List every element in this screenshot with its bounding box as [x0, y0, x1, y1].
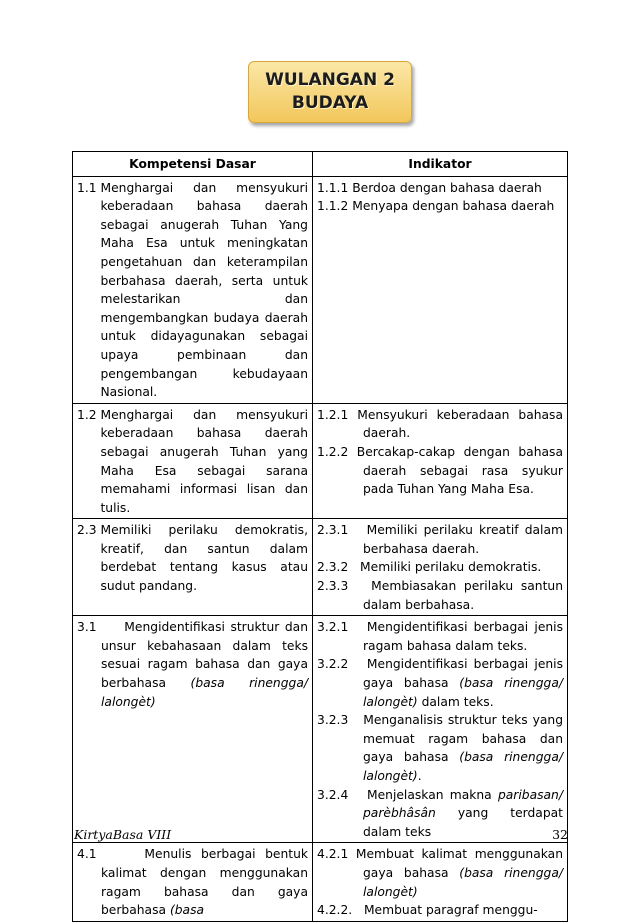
indicator-item: 1.2.1 Mensyukuri keberadaan bahasa daerah. [317, 407, 563, 441]
kd-cell [73, 176, 313, 403]
table-row [73, 616, 568, 843]
kd-number: 1.1 [77, 180, 97, 195]
indicator-item: 2.3.2 Memiliki perilaku demokratis. [317, 560, 542, 575]
kd-number: 4.1 [77, 847, 97, 862]
kd-text: Menghargai dan mensyukuri keberadaan bahasa daerah sebagai anugerah Tuhan Yang Maha Esa untuk meningkatan pengetahuan dan keterampilan berbahasa daerah, serta untuk melestarikan dan mengembangkan budaya daerah untuk didayagunakan sebagai upaya pembinaan dan pengembangan kebudayaan Nasional. [100, 180, 308, 400]
indicator-item: 3.2.4 Menjelaskan makna paribasan/ parèbhâsân yang terdapat dalam teks [317, 787, 563, 839]
indicator-cell [313, 176, 568, 403]
table-header-row [73, 152, 568, 177]
indicator-item: 2.3.1 Memiliki perilaku kreatif dalam berbahasa daerah. [317, 523, 563, 556]
kd-number: 2.3 [77, 523, 97, 538]
kd-cell [73, 403, 313, 519]
table-row [73, 403, 568, 519]
chapter-title-box [248, 61, 412, 123]
header-kompetensi: Kompetensi Dasar [73, 152, 313, 177]
indicator-item: 3.2.3 Menganalisis struktur teks yang memuat ragam bahasa dan gaya bahasa (basa rinengga/ lalongèt). [317, 713, 564, 783]
table-row [73, 843, 568, 921]
indicator-cell [313, 616, 568, 843]
table-row [73, 519, 568, 616]
chapter-subtitle: BUDAYA [291, 93, 369, 113]
indicator-cell [313, 519, 568, 616]
indicator-item: 4.2.2. Membuat paragraf menggu- [317, 903, 538, 918]
indicator-cell [313, 843, 568, 921]
kd-cell [73, 616, 313, 843]
indicator-item: 2.3.3 Membiasakan perilaku santun dalam berbahasa. [317, 579, 563, 612]
kd-text: Memiliki perilaku demokratis, kreatif, dan santun dalam berdebat tentang kasus atau sudut pandang. [100, 523, 308, 594]
kd-cell [73, 843, 313, 921]
kd-cell [73, 519, 313, 616]
header-indikator: Indikator [313, 152, 568, 177]
table-row [73, 176, 568, 403]
kd-text: 4.1 Menulis berbagai bentuk kalimat dengan menggunakan ragam bahasa dan gaya berbahasa (basa [77, 847, 308, 918]
indicator-item: 3.2.2 Mengidentifikasi berbagai jenis gaya bahasa (basa rinengga/ lalongèt) dalam teks. [317, 657, 564, 709]
kd-number: 3.1 [77, 620, 97, 635]
footer-page-number: 32 [552, 827, 568, 842]
kd-number: 1.2 [77, 407, 97, 422]
footer-book-title: KirtyaBasa VIII [74, 827, 172, 842]
indicator-cell [313, 403, 568, 519]
kd-text: Menghargai dan mensyukuri keberadaan bahasa daerah sebagai anugerah Tuhan yang Maha Esa sebagai sarana memahami informasi lisan dan tulis. [100, 407, 308, 515]
indicator-item: 1.1.1 Berdoa dengan bahasa daerah [317, 180, 542, 195]
indicator-item: 3.2.1 Mengidentifikasi berbagai jenis ragam bahasa dalam teks. [317, 620, 564, 653]
indicator-item: 1.1.2 Menyapa dengan bahasa daerah [317, 199, 555, 214]
kd-text: 3.1 Mengidentifikasi struktur dan unsur kebahasaan dalam teks sesuai ragam bahasa dan gaya berbahasa (basa rinengga/ lalongèt) [77, 620, 309, 709]
competency-table [72, 151, 568, 922]
indicator-item: 4.2.1 Membuat kalimat menggunakan gaya bahasa (basa rinengga/ lalongèt) [317, 847, 564, 899]
chapter-title: WULANGAN 2 [265, 70, 395, 90]
indicator-item: 1.2.2 Bercakap-cakap dengan bahasa daerah sebagai rasa syukur pada Tuhan Yang Maha Esa. [317, 444, 563, 497]
